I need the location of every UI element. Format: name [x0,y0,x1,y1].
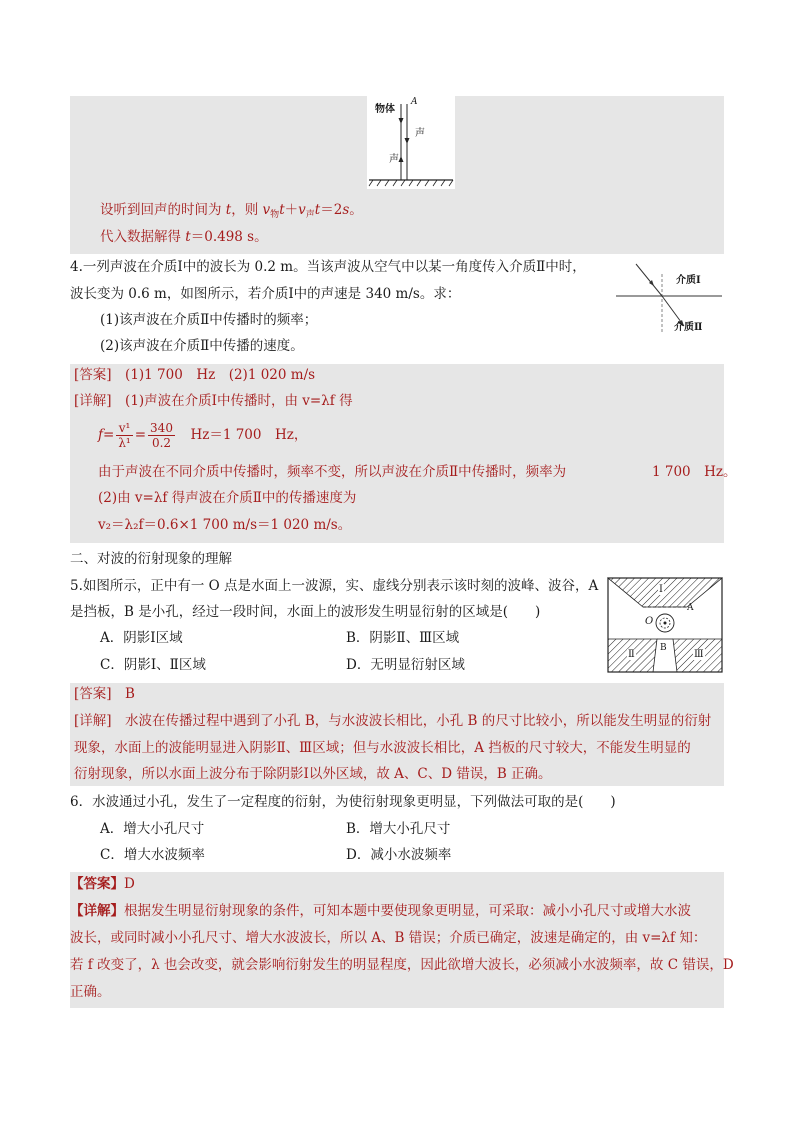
q6-option-b: B．增大小孔尺寸 [346,821,451,837]
q5-option-a: A．阴影Ⅰ区域 [100,630,183,646]
q5-detail-line1 [74,712,711,730]
q6-detail2: 波长，或同时减小小孔尺寸、增大水波波长，所以 A、B 错误；介质已确定，波速是确定的，由 v=λf 知： [70,930,707,946]
q4-formula-rhs: Hz＝1 700 Hz， [190,427,308,443]
diffraction-label-hole-b: B [660,643,667,653]
q6-answer: D [124,876,135,892]
echo-label-sound-down: 声 [415,128,425,139]
refraction-label-medium2: 介质Ⅱ [674,322,703,333]
refraction-label-medium1: 介质Ⅰ [676,275,701,286]
q6-option-c: C．增大水波频率 [100,847,205,863]
diffraction-label-baffle-a: A [687,603,694,613]
section2-title: 二、对波的衍射现象的理解 [70,551,232,567]
q5-line2: 是挡板，B 是小孔，经过一段时间，水面上的波形发生明显衍射的区域是( ) [70,604,541,620]
q5-detail2: 现象，水面上的波能明显进入阴影Ⅱ、Ⅲ区域；但与水波波长相比，A 挡板的尺寸较大，不能发生明显的 [74,740,691,756]
q4-formula-eq: = [134,427,147,443]
q6-line1: 6．水波通过小孔，发生了一定程度的衍射，为使衍射现象更明显，下列做法可取的是( ) [70,794,616,810]
q5-answer-tag: [答案] [74,686,112,702]
echo-label-sound-up: 声 [389,154,399,165]
diffraction-label-region1: Ⅰ [659,584,663,595]
q4-detail5: v₂＝λ₂f＝0.6×1 700 m/s＝1 020 m/s。 [98,517,352,533]
q4-formula [98,418,307,452]
q4-fraction-1 [116,421,132,450]
q4-answer-line [74,366,315,384]
echo-figure [367,96,455,189]
q4-frac1-num: v¹ [116,421,132,436]
q5-detail3: 衍射现象，所以水面上波分布于除阴影Ⅰ以外区域，故 A、C、D 错误，B 正确。 [74,766,552,782]
diffraction-label-region3: Ⅲ [694,649,704,660]
diffraction-label-source-o: O [645,616,654,627]
q4-fraction-2 [148,421,175,450]
q4-frac2-den: 0.2 [151,436,172,450]
q5-option-b: B．阴影Ⅱ、Ⅲ区域 [346,630,460,646]
q5-answer: B [125,686,135,702]
s3-line2: 代入数据解得 t＝0.498 s。 [100,229,268,245]
q4-line1: 4.一列声波在介质Ⅰ中的波长为 0.2 m。当该声波从空气中以某一角度传入介质Ⅱ中时， [70,259,586,275]
diffraction-figure-svg [607,577,723,673]
q4-detail1: (1)声波在介质Ⅰ中传播时，由 v=λf 得 [125,393,353,409]
q6-detail3: 若 f 改变了，λ 也会改变，就会影响衍射发生的明显程度，因此欲增大波长，必须减小水波频率，故 C 错误，D [70,957,734,973]
q6-detail-line1 [70,902,691,920]
q4-frac2-num: 340 [150,421,173,435]
echo-label-a: A [411,97,418,107]
q4-detail-tag: [详解] [74,393,112,409]
q5-option-c: C．阴影Ⅰ、Ⅱ区域 [100,657,206,673]
refraction-figure [614,256,724,334]
q5-line1: 5.如图所示，正中有一 O 点是水面上一波源，实、虚线分别表示该时刻的波峰、波谷，A [70,578,599,594]
s3-line1: 设听到回声的时间为 t，则 $v_物t+v_声t=2s$。 [100,202,363,220]
diffraction-figure [607,577,723,673]
q4-detail-line1 [74,392,353,410]
q6-detail-tag: 【详解】 [70,903,124,919]
q5-detail-tag: [详解] [74,713,112,729]
q6-answer-line [70,875,135,893]
q5-option-d: D．无明显衍射区域 [346,657,465,673]
q4-answer: (1)1 700 Hz (2)1 020 m/s [125,367,316,383]
q5-answer-line [74,685,135,703]
q4-formula-lhs: f= [98,427,115,443]
q4-detail3: 由于声波在不同介质中传播时，频率不变，所以声波在介质Ⅱ中传播时，频率为 [98,464,567,480]
diffraction-label-region2: Ⅱ [628,649,635,660]
q6-detail4: 正确。 [70,984,111,1000]
q5-detail1: 水波在传播过程中遇到了小孔 B，与水波波长相比，小孔 B 的尺寸比较小，所以能发生明显的衍射 [125,713,712,729]
q4-sub1: (1)该声波在介质Ⅱ中传播时的频率； [100,312,318,328]
q4-detail3-value: 1 700 Hz。 [652,464,737,480]
q6-answer-tag: 【答案】 [70,876,124,892]
q6-option-d: D．减小水波频率 [346,847,452,863]
q4-answer-tag: [答案] [74,367,112,383]
refraction-figure-svg [614,256,724,334]
q6-option-a: A．增大小孔尺寸 [100,821,205,837]
echo-label-object: 物体 [375,104,395,115]
q4-detail4: (2)由 v=λf 得声波在介质Ⅱ中的传播速度为 [98,490,357,506]
q4-sub2: (2)该声波在介质Ⅱ中传播的速度。 [100,338,304,354]
q6-detail1: 根据发生明显衍射现象的条件，可知本题中要使现象更明显，可采取：减小小孔尺寸或增大水波 [124,903,691,919]
q4-frac1-den: λ¹ [118,436,131,450]
q4-line2: 波长变为 0.6 m，如图所示，若介质Ⅰ中的声速是 340 m/s。求： [70,286,461,302]
